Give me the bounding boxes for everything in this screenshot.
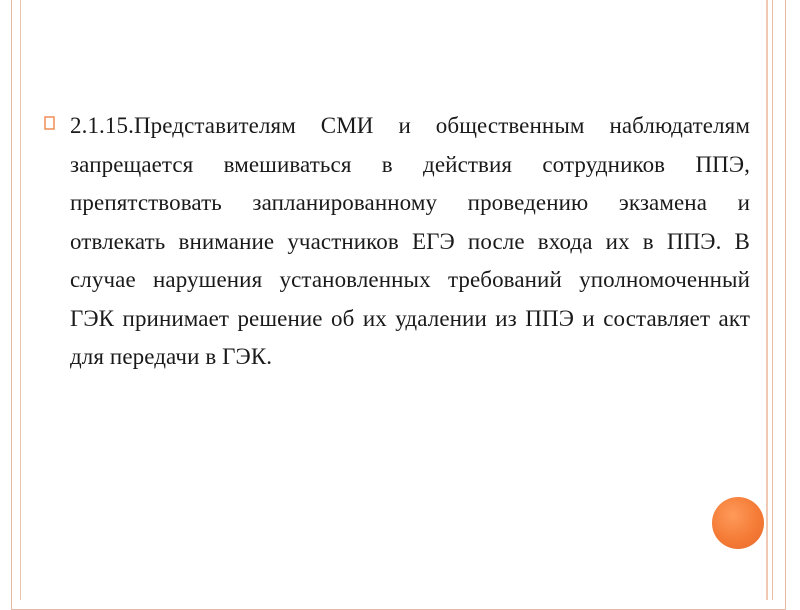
bullet-text: 2.1.15.Представителям СМИ и общественным наблюдателям запрещается вмешиваться в действия сотрудников ППЭ, препятствовать запланированному проведению экзамена и отвлекать внимание участников ЕГЭ после входа их в ППЭ. В случае нарушения установленных требований уполномоченный ГЭК принимает решение об их удалении из ППЭ и составляет акт для передачи в ГЭК. — [70, 113, 750, 369]
left-accent-line — [20, 0, 21, 600]
orange-circle-icon — [712, 497, 764, 549]
square-bullet-icon — [44, 116, 58, 130]
right-accent-line — [766, 0, 768, 600]
right-accent-line-inner — [772, 0, 773, 600]
bullet-list-item — [44, 107, 750, 377]
